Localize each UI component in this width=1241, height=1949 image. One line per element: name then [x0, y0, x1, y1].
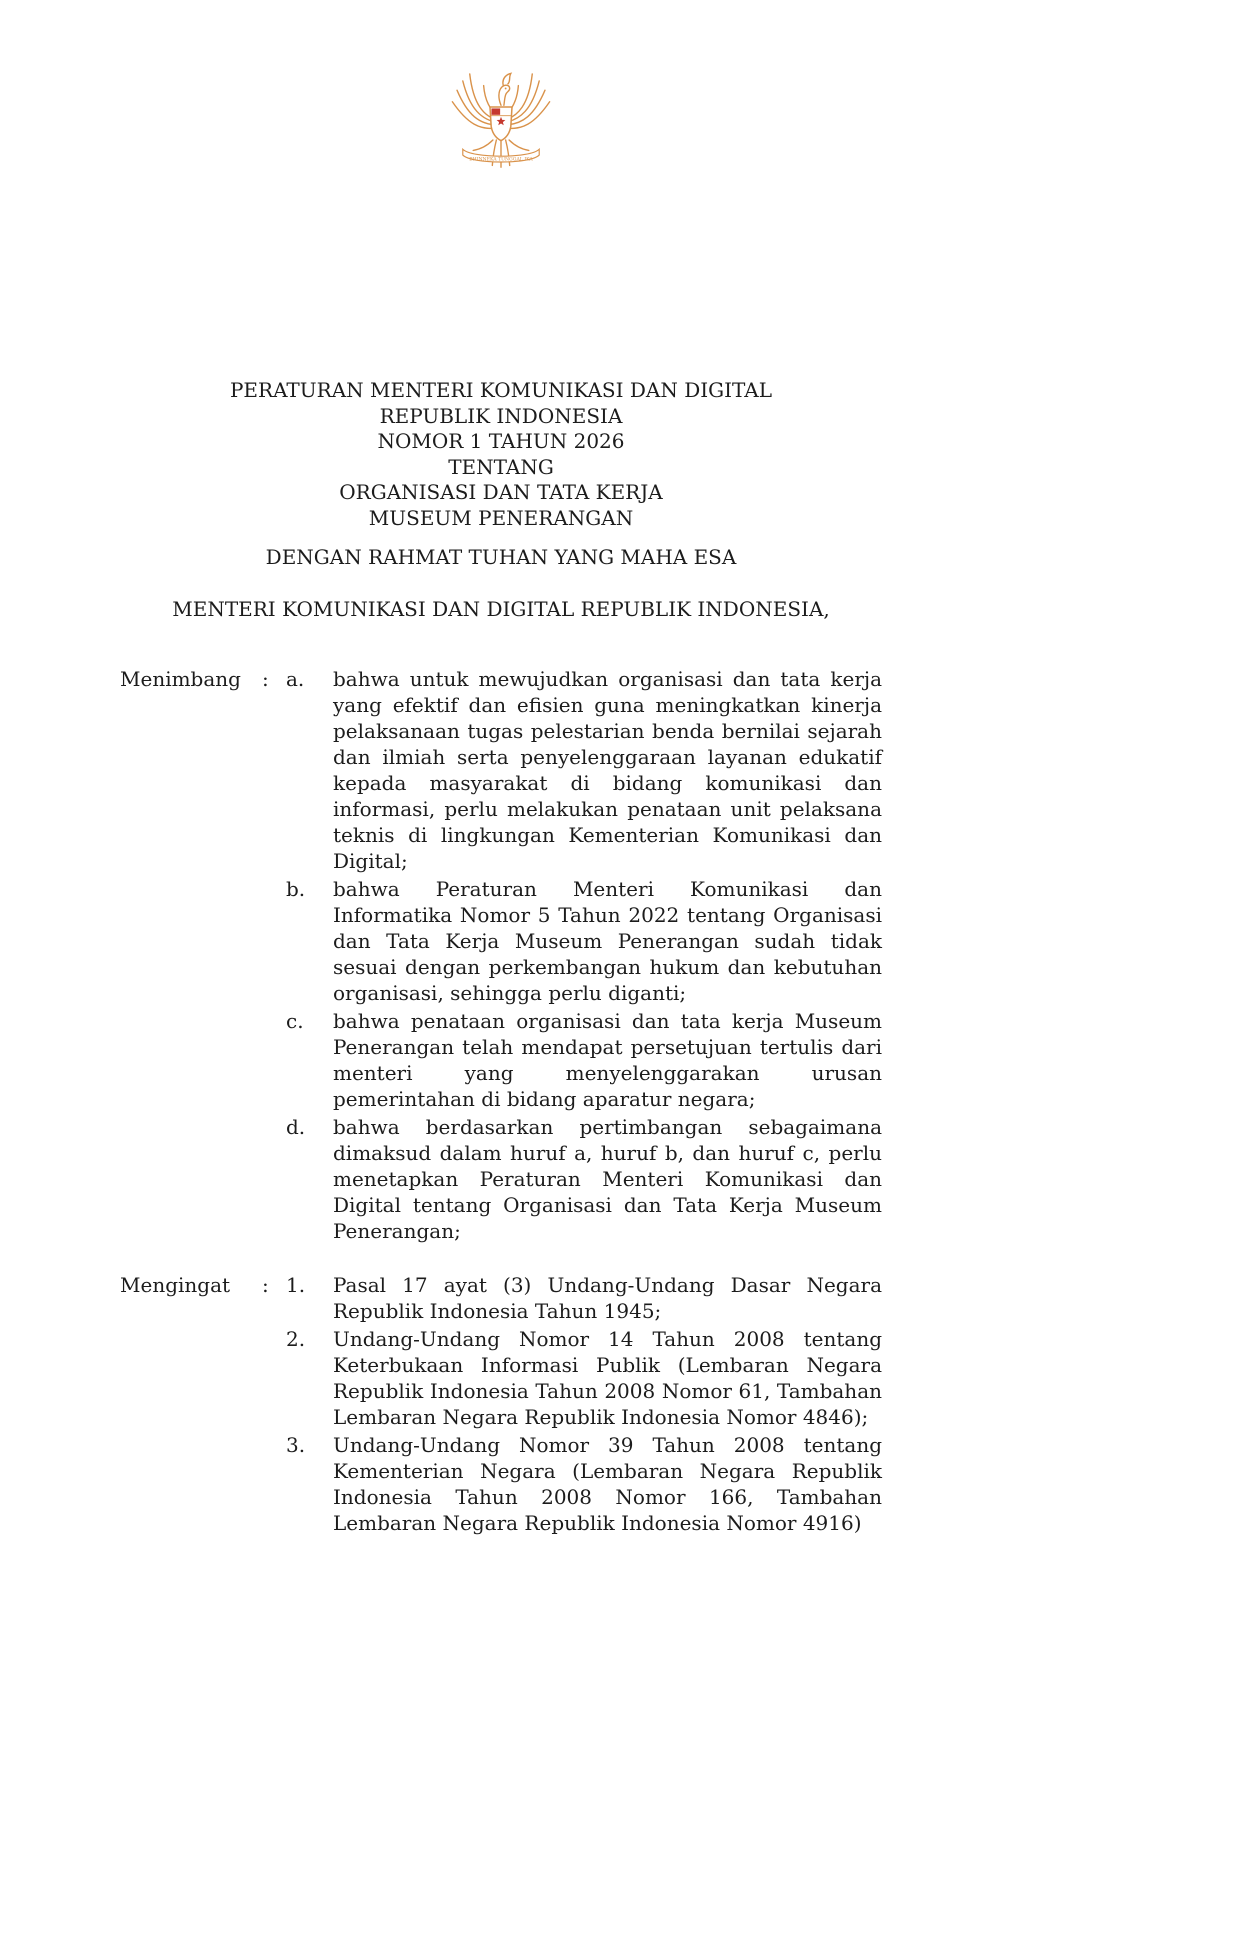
item-marker: 2. — [286, 1327, 306, 1351]
legal-basis-item — [120, 1272, 882, 1324]
title-line-2: REPUBLIK INDONESIA — [379, 403, 623, 428]
item-marker: 3. — [286, 1433, 306, 1457]
section-separator: : — [262, 1273, 269, 1297]
item-text: bahwa Peraturan Menteri Komunikasi dan Informatika Nomor 5 Tahun 2022 tentang Organisasi dan Tata Kerja Museum Penerangan sudah tidak sesuai dengan perkembangan hukum dan kebutuhan organisasi, sehingga perlu diganti; — [333, 877, 882, 1005]
title-line-1: PERATURAN MENTERI KOMUNIKASI DAN DIGITAL — [229, 378, 773, 402]
pancasila-shield — [490, 107, 512, 141]
consideration-item — [120, 666, 882, 874]
section-mengingat — [120, 1272, 882, 1536]
item-text: bahwa penataan organisasi dan tata kerja Museum Penerangan telah mendapat persetujuan tertulis dari menteri yang menyelenggarakan urusan pemerintahan di bidang aparatur negara; — [333, 1009, 882, 1111]
garuda-eye — [505, 88, 507, 90]
item-text: Pasal 17 ayat (3) Undang-Undang Dasar Negara Republik Indonesia Tahun 1945; — [333, 1273, 882, 1323]
garuda-head — [499, 73, 511, 105]
motto-text: BHINNEKA TUNGGAL IKA — [469, 157, 533, 163]
item-text: Undang-Undang Nomor 14 Tahun 2008 tentang Keterbukaan Informasi Publik (Lembaran Negara Republik Indonesia Tahun 2008 Nomor 61, Tambahan Lembaran Negara Republik Indonesia Nomor 4846); — [333, 1327, 882, 1429]
invocation-line: DENGAN RAHMAT TUHAN YANG MAHA ESA — [265, 545, 737, 569]
consideration-item — [120, 1008, 882, 1112]
item-marker: 1. — [286, 1273, 306, 1297]
item-marker: c. — [286, 1009, 304, 1033]
item-marker: b. — [286, 877, 306, 901]
section-label: Mengingat — [120, 1273, 231, 1297]
section-label: Menimbang — [120, 667, 241, 691]
title-line-3: NOMOR 1 TAHUN 2026 — [377, 429, 625, 453]
item-text: bahwa berdasarkan pertimbangan sebagaimana dimaksud dalam huruf a, huruf b, dan huruf c, perlu menetapkan Peraturan Menteri Komunikasi dan Digital tentang Organisasi dan Tata Kerja Museum Penerangan; — [333, 1115, 882, 1243]
consideration-item — [120, 876, 882, 1006]
document-title-block — [120, 378, 882, 531]
legal-basis-item — [120, 1432, 882, 1536]
legal-basis-item — [120, 1326, 882, 1430]
item-text: bahwa untuk mewujudkan organisasi dan tata kerja yang efektif dan efisien guna meningkatkan kinerja pelaksanaan tugas pelestarian benda bernilai sejarah dan ilmiah serta penyelenggaraan layanan edukatif kepada masyarakat di bidang komunikasi dan informasi, perlu melakukan penataan unit pelaksana teknis di lingkungan Kementerian Komunikasi dan Digital; — [333, 667, 882, 873]
garuda-tail — [473, 140, 529, 167]
item-text: Undang-Undang Nomor 39 Tahun 2008 tentang Kementerian Negara (Lembaran Negara Republik Indonesia Tahun 2008 Nomor 166, Tambahan Lembaran Negara Republik Indonesia Nomor 4916) — [333, 1433, 882, 1535]
section-separator: : — [262, 667, 269, 691]
garuda-pancasila-emblem-icon — [443, 52, 559, 184]
section-menimbang — [120, 666, 882, 1244]
title-line-5: ORGANISASI DAN TATA KERJA — [339, 480, 663, 504]
consideration-item — [120, 1114, 882, 1244]
item-marker: a. — [286, 667, 305, 691]
emblem-row — [120, 0, 882, 184]
authority-line: MENTERI KOMUNIKASI DAN DIGITAL REPUBLIK INDONESIA, — [172, 596, 830, 621]
title-line-6: MUSEUM PENERANGAN — [368, 505, 634, 530]
regulation-document-page — [120, 0, 882, 1536]
title-line-4: TENTANG — [448, 454, 554, 479]
item-marker: d. — [286, 1115, 306, 1139]
